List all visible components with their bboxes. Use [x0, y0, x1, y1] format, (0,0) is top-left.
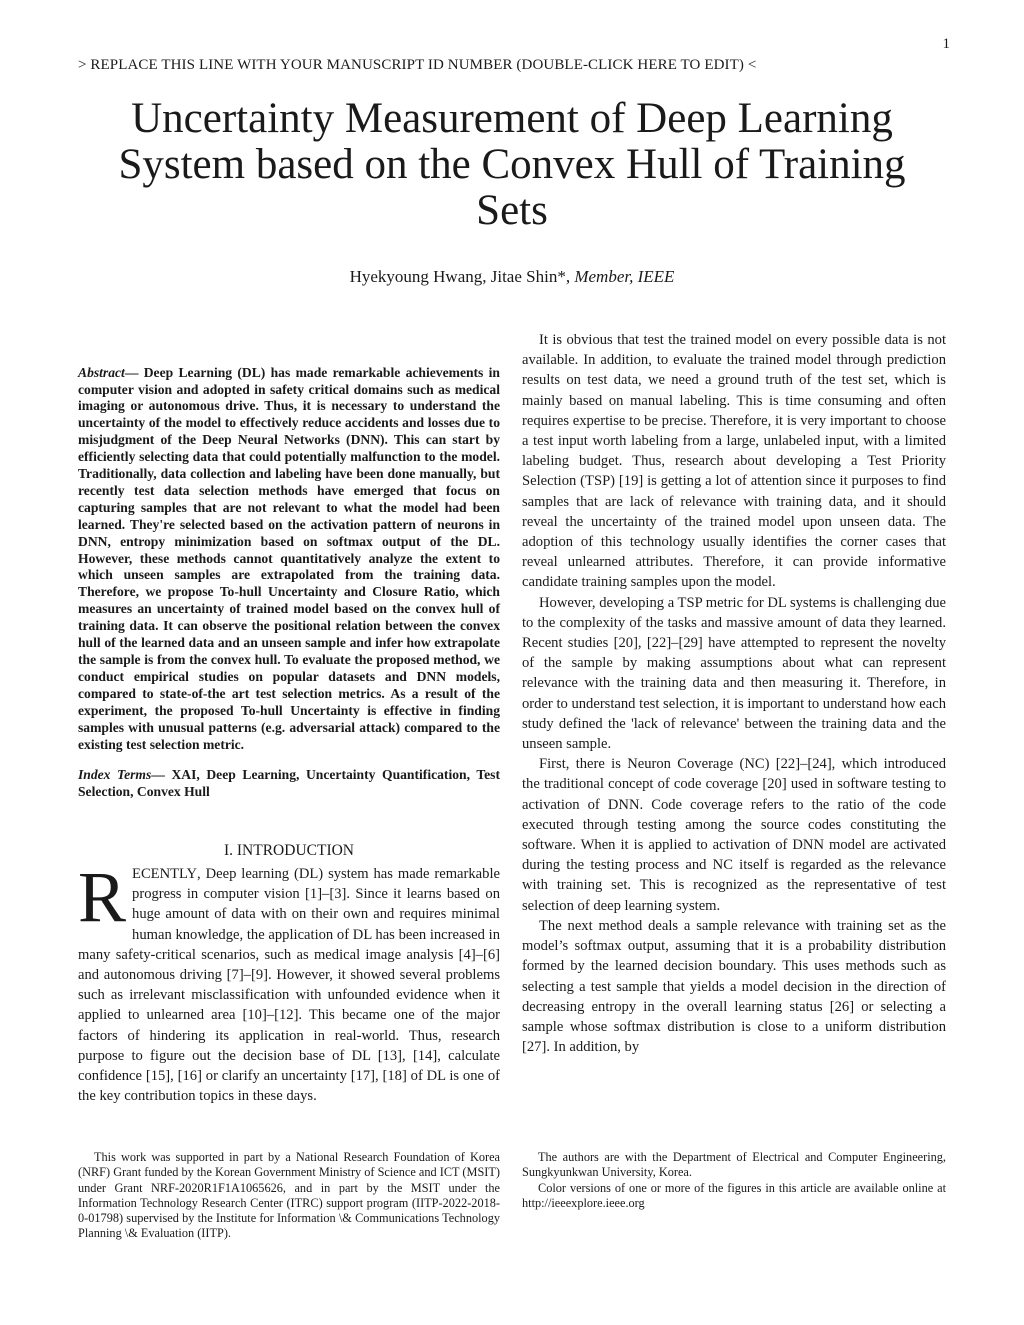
intro-smallcaps: ECENTLY [132, 866, 198, 882]
title-line-1: Uncertainty Measurement of Deep Learning [131, 95, 893, 142]
footnote-left-1: This work was supported in part by a National Research Foundation of Korea (NRF) Grant funded by the Korean Government Ministry of Science and ICT (MSIT) under Grant NRF-2020R1F1A1065626, and in part by the MSIT under the Information Technology Research Center (ITRC) support program (IITP-2022-2018-0-01798) supervised by the Institute for Information \& Communications Technology Planning \& Evaluation (IITP). [78, 1150, 500, 1241]
author-line [80, 267, 944, 287]
abstract-paragraph [78, 365, 500, 754]
right-paragraph-2: However, developing a TSP metric for DL systems is challenging due to the complexity of the tasks and massive amount of data they learned. Recent studies [20], [22]–[29] have attempted to represent the novelty of the sample by making assumptions about what can represent relevance with the training data and then measuring it. Therefore, in order to understand test selection, it is important to understand how each study defined the 'lack of relevance' between the training data and the unseen sample. [522, 594, 947, 753]
page-number: 1 [942, 36, 950, 52]
drop-cap: R [78, 857, 127, 937]
abstract-text: Deep Learning (DL) has made remarkable achievements in computer vision and adopted in safety critical domains such as medical imaging or autonomous drive. Thus, it is necessary to understand the uncertainty of the model to effectively reduce accidents and losses due to misjudgment of the Deep Neural Networks (DNN). This can start by efficiently selecting data that could potentially malfunction to the model. Traditionally, data collection and labeling have been done manually, but recently test data selection methods have emerged that focus on capturing samples that are not relevant to what the model had been learned. They're selected based on the activation pattern of neurons in DNN, entropy minimization based on softmax output of the DL. However, these methods cannot quantitatively analyze the extent to which unseen samples are extrapolated from the training data. Therefore, we propose To-hull Uncertainty and Closure Ratio, which measures an uncertainty of trained model based on the convex hull of training data. It can observe the positional relation between the convex hull of the learned data and an unseen sample and infer how extrapolate the sample is from the convex hull. To evaluate the proposed method, we conduct empirical studies on popular datasets and DNN models, compared to state-of-the art test selection metrics. As a result of the experiment, the proposed To-hull Uncertainty is effective in finding samples with unusual patterns (e.g. adversarial attack) compared to the existing test selection metric. [78, 364, 500, 752]
title-line-2: System based on the Convex Hull of Training [118, 141, 906, 188]
manuscript-id-header: > REPLACE THIS LINE WITH YOUR MANUSCRIPT ID NUMBER (DOUBLE-CLICK HERE TO EDIT) < [78, 57, 757, 73]
index-terms-text: XAI, Deep Learning, Uncertainty Quantification, Test Selection, Convex Hull [78, 767, 500, 799]
index-terms [78, 767, 500, 801]
author-membership: Member, IEEE [574, 267, 675, 286]
footnote-funding [78, 1150, 500, 1242]
right-column-text [522, 330, 946, 1057]
right-paragraph-4: The next method deals a sample relevance with training set as the model’s softmax output, assuming that it is a probability distribution formed by the learned decision boundary. This uses methods such as selecting a test sample that yields a model decision in the direction of decreasing entropy in the overall learning status [26] or selecting a sample whose softmax distribution is close to a uniform distribution [27]. In addition, by [522, 917, 946, 1056]
index-terms-label: Index Terms [78, 767, 152, 783]
section-heading-introduction: I. INTRODUCTION [223, 842, 354, 859]
abstract-block [78, 351, 500, 814]
title-line-3: Sets [476, 187, 548, 234]
right-paragraph-3: First, there is Neuron Coverage (NC) [22]–[24], which introduced the traditional concept of code coverage [20] used in software testing to activation of DNN. Code coverage refers to the ratio of the code executed through testing among the source codes constituting the software. When it is applied to activation of DNN model are activated during the testing process and NC itself is regarded as the relevance with training set. This is recognized as the representative of test selection of deep learning system. [522, 756, 946, 914]
intro-p1-text: , Deep learning (DL) system has made remarkable progress in computer vision [1]–[3]. Since it learns based on huge amount of data with on their own and requires minimal human knowledge, the application of DL has been increased in many safety-critical scenarios, such as medical image analysis [4]–[6] and autonomous driving [7]–[9]. However, it showed several problems such as irrelevant misclassification with unfounded evidence when it applied to unlearned area [10]–[12]. This became one of the major factors of hindering its application in real-world. Thus, research purpose to figure out the decision base of DL [13], [14], calculate confidence [15], [16] or clarify an uncertainty [17], [18] of DL is one of the key contribution topics in these days. [78, 866, 500, 1105]
right-paragraph-1: It is obvious that test the trained model on every possible data is not available. In addition, to evaluate the trained model through prediction results on test data, we need a ground truth of the test set, which is mainly based on manual labeling. This is time consuming and often requires expertise to be precise. Therefore, it is very important to choose a test input worth labeling from a large, unlabeled input, with a limited labeling budget. Thus, research about developing a Test Priority Selection (TSP) [19] is getting a lot of attention since it purposes to find samples that are lack of relevance with training data, and it should reveal the uncertainty of the trained model upon unseen data. The adoption of this technology usually identifies the corner cases that reveal unlearned attributes. Therefore, it can provide informative candidate training samples upon the model. [522, 332, 946, 591]
intro-paragraph-1 [78, 857, 500, 1106]
footnote-affiliation [522, 1150, 946, 1211]
footnote-right-2: Color versions of one or more of the figures in this article are available online at http://ieeexplore.ieee.org [522, 1180, 946, 1210]
index-terms-dash: — [151, 767, 165, 783]
abstract-dash: — [124, 364, 139, 380]
abstract-label: Abstract [78, 364, 125, 380]
footnote-right-1: The authors are with the Department of Electrical and Computer Engineering, Sungkyunkwan University, Korea. [522, 1150, 946, 1180]
introduction-text [78, 857, 500, 1106]
author-names: Hyekyoung Hwang, Jitae Shin*, [349, 267, 571, 286]
paper-title [80, 96, 944, 234]
